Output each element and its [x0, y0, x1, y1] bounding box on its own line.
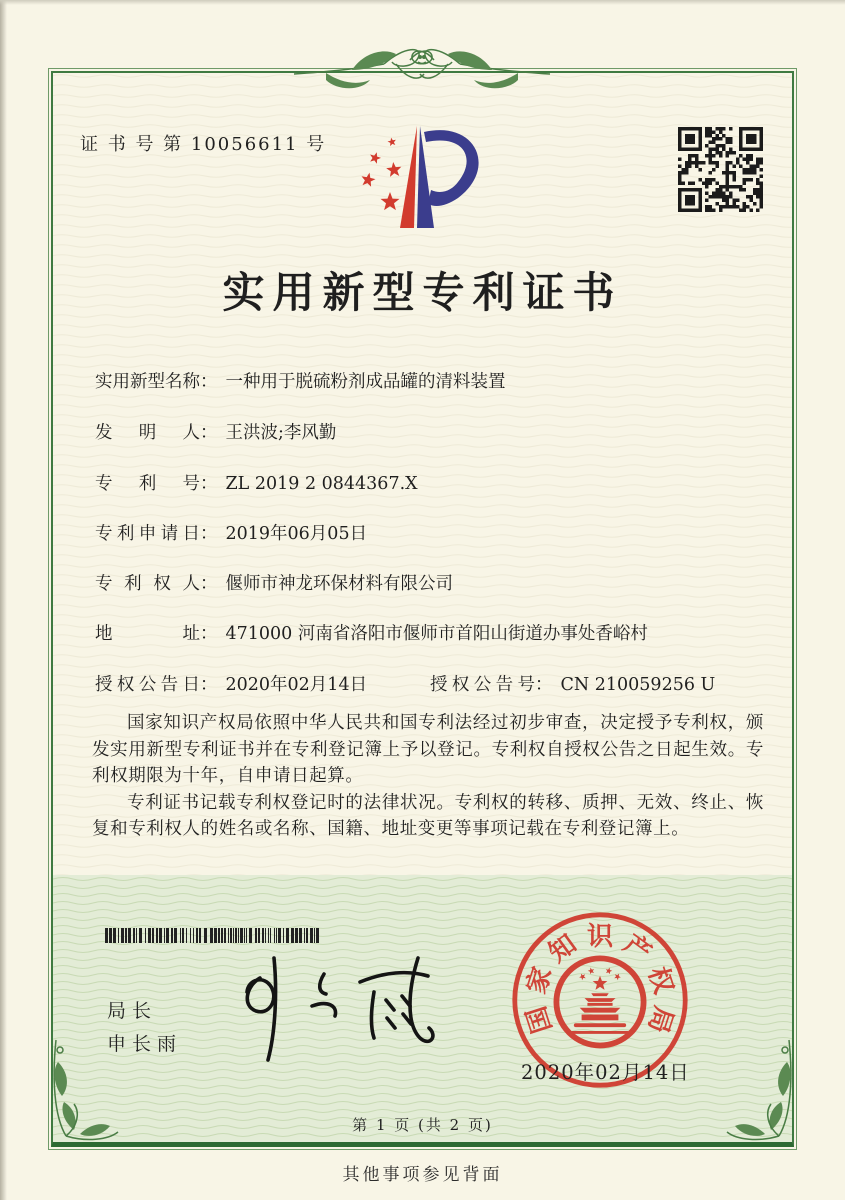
colon: ：	[200, 372, 218, 392]
colon: ：	[200, 474, 218, 494]
field-value: CN 210059256 U	[560, 675, 716, 695]
field-value: 471000 河南省洛阳市偃师市首阳山街道办事处香峪村	[225, 624, 648, 644]
field-label: 授权公告日	[95, 675, 200, 695]
field-value: 王洪波;李风勤	[225, 423, 337, 443]
colon: ：	[200, 524, 218, 544]
field-value: 一种用于脱硫粉剂成品罐的清料装置	[225, 372, 506, 392]
top-flourish-ornament-icon	[292, 40, 552, 104]
scan-edge	[0, 0, 845, 5]
scan-edge	[0, 0, 7, 1200]
field-row-utility-model-name	[95, 368, 506, 393]
barcode	[105, 928, 323, 943]
field-value: 2019年06月05日	[225, 524, 368, 544]
field-row-patentee	[95, 570, 453, 595]
certificate-title: 实用新型专利证书	[222, 268, 623, 317]
legal-text	[92, 710, 764, 843]
commissioner-title: 局长	[107, 1000, 158, 1022]
field-label: 发明人	[95, 423, 200, 443]
colon: ：	[200, 624, 218, 644]
national-emblem-icon	[556, 958, 643, 1045]
field-label: 专利申请日	[95, 524, 200, 544]
field-row-patent-number	[95, 470, 418, 495]
field-label: 专利号	[95, 474, 200, 494]
signature-icon	[232, 948, 452, 1066]
legal-paragraph: 国家知识产权局依照中华人民共和国专利法经过初步审查，决定授予专利权，颁发实用新型专利证书并在专利登记簿上予以登记。专利权自授权公告之日起生效。专利权期限为十年，自申请日起算。	[92, 713, 764, 786]
cnipa-logo-icon	[348, 120, 488, 232]
colon: ：	[200, 675, 218, 695]
field-value: ZL 2019 2 0844367.X	[225, 474, 418, 494]
field-label: 专利权人	[95, 574, 200, 594]
field-row-grant-date	[95, 671, 716, 696]
colon: ：	[535, 675, 553, 695]
field-row-address	[95, 620, 648, 645]
legal-paragraph: 专利证书记载专利权登记时的法律状况。专利权的转移、质押、无效、终止、恢复和专利权人的姓名或名称、国籍、地址变更等事项记载在专利登记簿上。	[92, 792, 764, 839]
colon: ：	[200, 574, 218, 594]
page-number: 第 1 页 (共 2 页)	[352, 1116, 493, 1134]
colon: ：	[200, 423, 218, 443]
svg-text:权: 权	[641, 963, 680, 998]
svg-text:局: 局	[641, 1002, 680, 1037]
svg-text:识: 识	[586, 920, 614, 952]
commissioner-name: 申长雨	[107, 1033, 183, 1055]
field-value: 偃师市神龙环保材料有限公司	[225, 574, 453, 594]
field-value: 2020年02月14日	[225, 675, 368, 695]
certificate-number: 证 书 号 第 10056611 号	[80, 134, 327, 155]
field-label: 地址	[95, 624, 200, 644]
field-row-filing-date	[95, 520, 367, 545]
field-label: 实用新型名称	[95, 372, 200, 392]
svg-text:国: 国	[520, 1002, 559, 1037]
svg-text:知: 知	[542, 928, 583, 969]
field-row-inventors	[95, 419, 336, 444]
qr-code	[678, 127, 763, 212]
svg-text:家: 家	[520, 963, 559, 998]
svg-text:产: 产	[617, 928, 658, 969]
field-pair-grant-number	[430, 671, 715, 696]
field-label: 授权公告号	[430, 675, 535, 695]
back-side-note: 其他事项参见背面	[342, 1165, 503, 1185]
seal-date: 2020年02月14日	[521, 1061, 690, 1084]
